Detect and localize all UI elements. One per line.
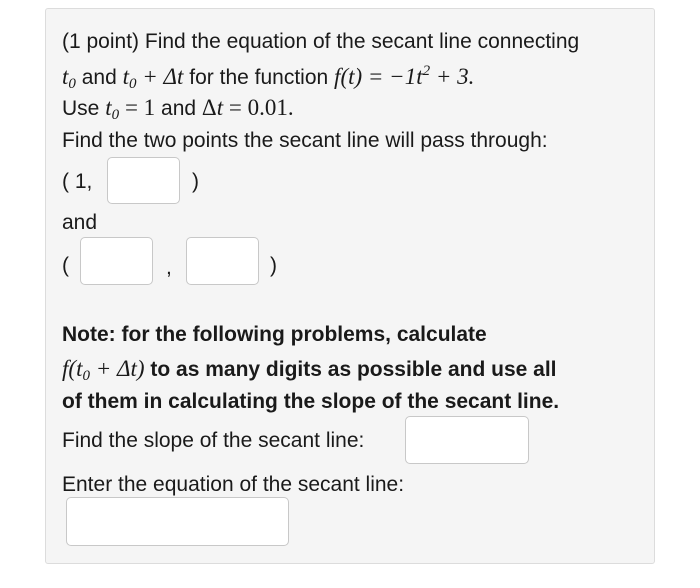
note-line-2: $f(t_0 + \Delta t)$ to as many digits as possible and use all <box>62 356 557 384</box>
equation-label: Enter the equation of the secant line: <box>62 473 405 496</box>
problem-values-line: Use $t_0 = 1$ and Δt = 0.01. <box>62 95 294 123</box>
dt-value: 0.01 <box>247 95 288 120</box>
note-line-3: of them in calculating the slope of the secant line. <box>62 390 560 413</box>
equation-input[interactable] <box>66 497 289 546</box>
problem-function-line: $t_0$ and $t_0 + \Delta t$ for the function $f(t) = -1t^2 + 3$. <box>62 63 475 92</box>
point1-open: ( 1, <box>62 170 93 193</box>
and-label: and <box>62 211 98 234</box>
point2-open: ( <box>62 254 69 277</box>
math-t0: $t_0$ <box>62 64 76 92</box>
point1-y-input[interactable] <box>107 157 180 204</box>
find-points-text: Find the two points the secant line will pass through: <box>62 129 548 152</box>
slope-label: Find the slope of the secant line: <box>62 429 365 452</box>
point2-x-input[interactable] <box>80 237 153 285</box>
math-f-t0-dt: $f(t_0 + \Delta t)$ <box>62 356 145 384</box>
math-function: $f(t) = -1t^2 + 3$. <box>334 63 475 89</box>
note-line-1: Note: for the following problems, calculate <box>62 323 487 346</box>
slope-input[interactable] <box>405 416 529 464</box>
point2-close: ) <box>270 254 277 277</box>
point2-y-input[interactable] <box>186 237 259 285</box>
point1-close: ) <box>192 170 199 193</box>
problem-intro: (1 point) Find the equation of the secant line connecting <box>62 30 580 53</box>
point2-comma: , <box>166 256 172 279</box>
math-t0-plus-dt: $t_0 + \Delta t$ <box>122 64 184 92</box>
t0-value: 1 <box>143 95 156 120</box>
